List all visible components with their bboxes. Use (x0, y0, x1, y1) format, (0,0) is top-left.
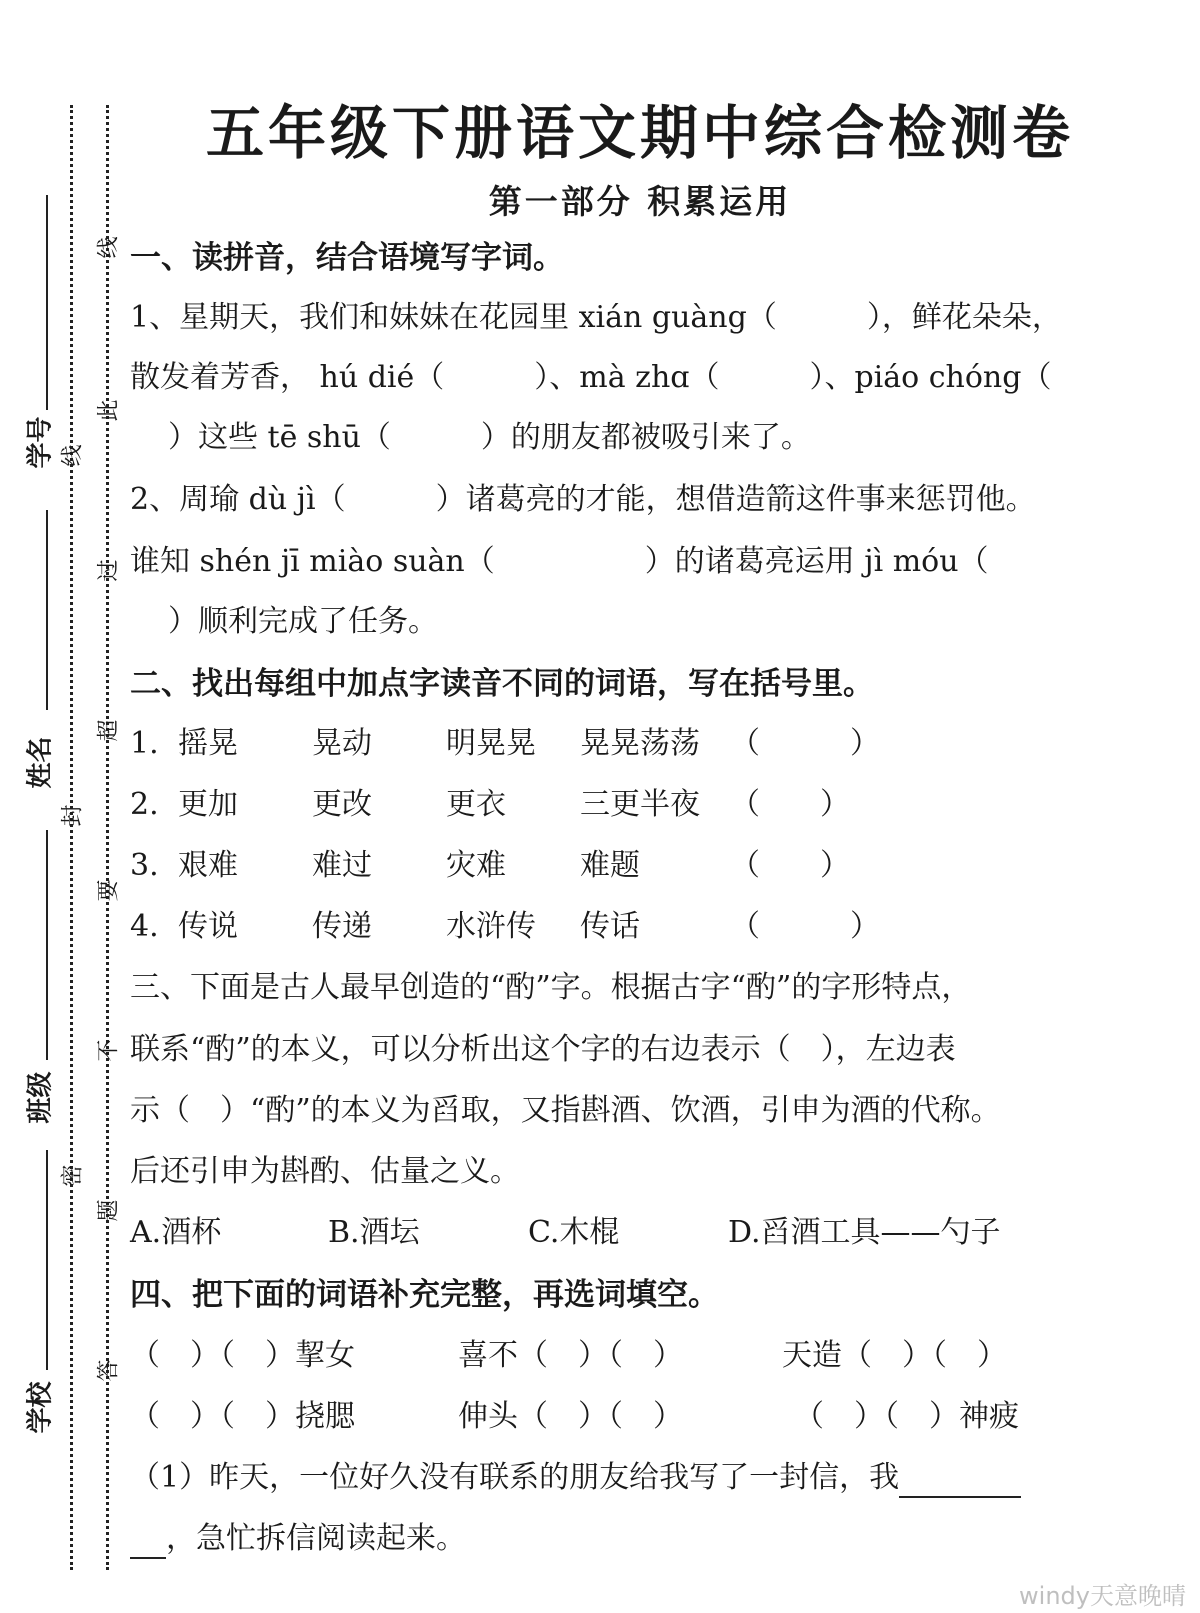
word-option: 难题 (580, 848, 640, 883)
section-3-heading: 三、下面是古人最早创造的“酌”字。根据古字“酌”的字形特点， (130, 970, 972, 1005)
idiom-blank[interactable]: 天造（ ）（ ） (782, 1338, 1007, 1373)
word-option: 灾难 (446, 848, 506, 883)
section-1-line: ）这些 tē shū（ ）的朋友都被吸引来了。 (168, 420, 811, 455)
exam-title: 五年级下册语文期中综合检测卷 (205, 99, 1074, 167)
name-blank[interactable] (46, 510, 48, 710)
word-option: 传递 (312, 909, 372, 944)
margin-char: 超 (96, 719, 122, 742)
row-number: 2. (130, 787, 159, 822)
binding-dotted-line-outer (70, 105, 73, 1570)
answer-bracket[interactable]: （ ） (730, 909, 880, 944)
section-4-heading: 四、把下面的词语补充完整，再选词填空。 (130, 1277, 719, 1313)
answer-underline[interactable] (899, 1462, 1021, 1498)
word-option: 艰难 (178, 848, 238, 883)
section-3-line: 联系“酌”的本义，可以分析出这个字的右边表示（ ），左边表 (130, 1032, 956, 1067)
answer-bracket[interactable]: （ ） (730, 787, 850, 822)
word-option: 传话 (580, 909, 640, 944)
fill-question-1-continued (130, 1519, 466, 1559)
margin-char: 不 (96, 1039, 122, 1062)
section-1-heading: 一、读拼音，结合语境写字词。 (130, 240, 564, 276)
row-number: 4. (130, 909, 159, 944)
margin-char: 密 (60, 1164, 86, 1187)
margin-char: 此 (96, 399, 122, 422)
margin-char: 线 (96, 236, 122, 259)
class-blank[interactable] (46, 830, 48, 1060)
school-label: 学校 (25, 1381, 56, 1434)
margin-char: 封 (60, 804, 86, 827)
choice-option[interactable]: A.酒杯 (130, 1215, 222, 1250)
idiom-blank[interactable]: 喜不（ ）（ ） (458, 1338, 683, 1373)
word-option: 晃晃荡荡 (580, 726, 700, 761)
answer-bracket[interactable]: （ ） (730, 726, 880, 761)
fill-question-1 (130, 1458, 1021, 1498)
word-option: 难过 (312, 848, 372, 883)
choice-option[interactable]: B.酒坛 (328, 1215, 420, 1250)
word-option: 更改 (312, 787, 372, 822)
name-label: 姓名 (25, 736, 56, 789)
word-option: 传说 (178, 909, 238, 944)
margin-char: 线 (60, 444, 86, 467)
section-1-line: 1、星期天，我们和妹妹在花园里 xián guàng（ ），鲜花朵朵， (130, 300, 1062, 335)
word-option: 晃动 (312, 726, 372, 761)
margin-char: 题 (96, 1199, 122, 1222)
idiom-blank[interactable]: （ ）（ ）挠腮 (130, 1399, 355, 1434)
margin-char: 答 (96, 1359, 122, 1382)
section-1-line: 散发着芳香， hú dié（ ）、mà zhɑ（ ）、piáo chóng（ (130, 360, 1052, 395)
section-3-line: 示（ ）“酌”的本义为舀取，又指斟酒、饮酒，引申为酒的代称。 (130, 1093, 1001, 1128)
idiom-blank[interactable]: 伸头（ ）（ ） (458, 1399, 683, 1434)
class-label: 班级 (25, 1071, 56, 1124)
student-id-blank[interactable] (46, 195, 48, 410)
question-text: ，急忙拆信阅读起来。 (166, 1521, 466, 1556)
word-option: 更衣 (446, 787, 506, 822)
word-option: 更加 (178, 787, 238, 822)
row-number: 3. (130, 848, 159, 883)
margin-char: 要 (96, 879, 122, 902)
idiom-blank[interactable]: （ ）（ ）神疲 (794, 1399, 1019, 1434)
answer-bracket[interactable]: （ ） (730, 848, 850, 883)
section-1-line: 2、周瑜 dù jì（ ）诸葛亮的才能，想借造箭这件事来惩罚他。 (130, 482, 1036, 517)
margin-char: 过 (96, 559, 122, 582)
answer-underline[interactable] (130, 1523, 166, 1559)
binding-dotted-line-inner (106, 105, 109, 1570)
word-option: 水浒传 (446, 909, 536, 944)
student-id-label: 学号 (25, 416, 56, 469)
section-2-heading: 二、找出每组中加点字读音不同的词语，写在括号里。 (130, 666, 874, 702)
idiom-blank[interactable]: （ ）（ ）挈女 (130, 1338, 355, 1373)
choice-option[interactable]: D.舀酒工具——勺子 (728, 1215, 1001, 1250)
word-option: 三更半夜 (580, 787, 700, 822)
section-3-line: 后还引申为斟酌、估量之义。 (130, 1154, 520, 1189)
section-1-line: ）顺利完成了任务。 (168, 604, 438, 639)
word-option: 明晃晃 (446, 726, 536, 761)
choice-option[interactable]: C.木棍 (528, 1215, 620, 1250)
question-text: （1）昨天，一位好久没有联系的朋友给我写了一封信，我 (130, 1460, 900, 1495)
word-option: 摇晃 (178, 726, 238, 761)
school-blank[interactable] (46, 1150, 48, 1370)
row-number: 1. (130, 726, 159, 761)
section-1-line: 谁知 shén jī miào suàn（ ）的诸葛亮运用 jì móu（ (130, 544, 989, 579)
part-title: 第一部分 积累运用 (488, 182, 792, 221)
watermark: windy天意晚晴 (1019, 1582, 1186, 1610)
